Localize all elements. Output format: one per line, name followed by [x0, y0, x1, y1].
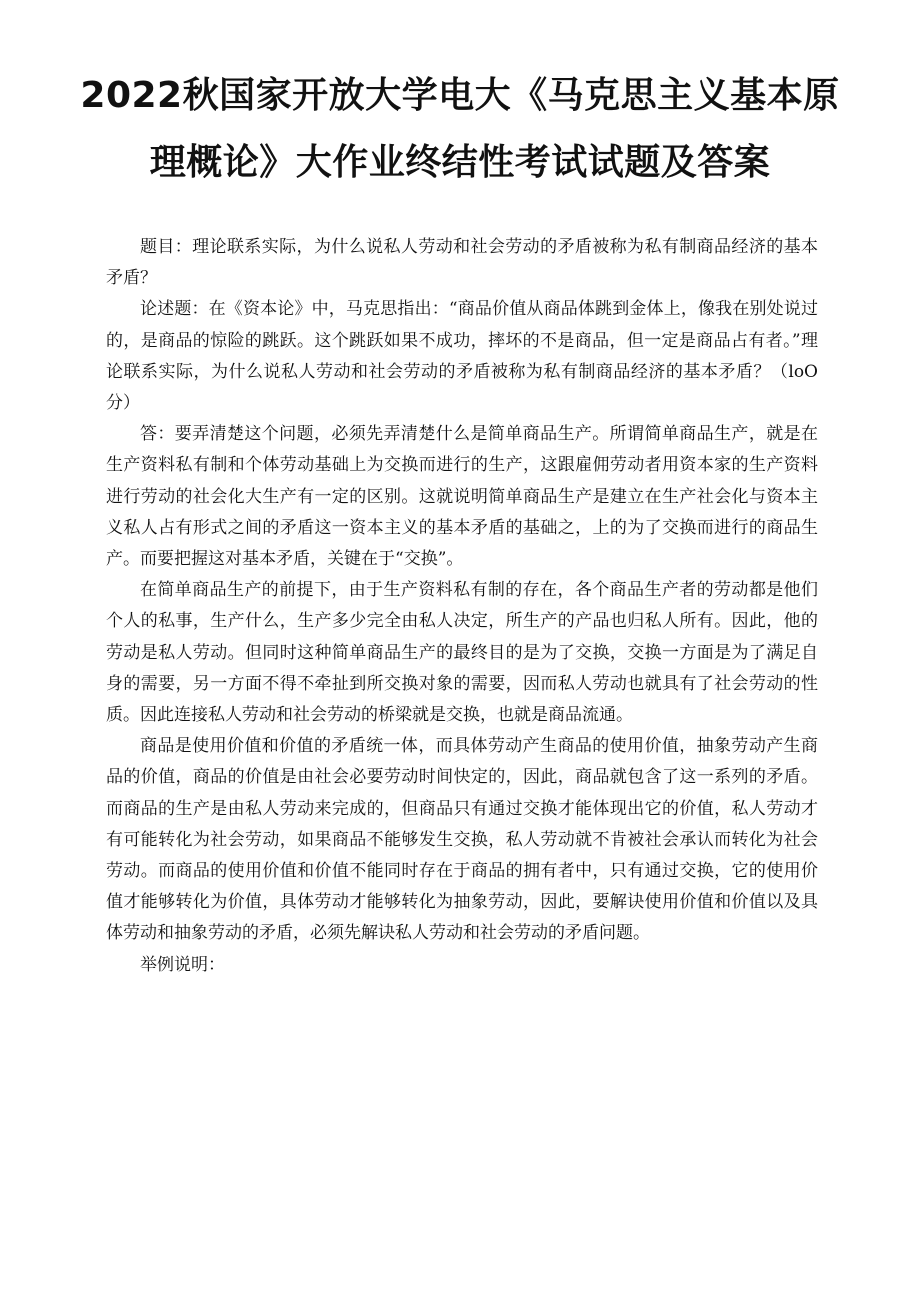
example-heading-paragraph: 举例说明：: [140, 954, 225, 975]
answer-paragraph-3: 商品是使用价值和价值的矛盾统一体，而具体劳动产生商品的使用价值，抽象劳动产生商品的价值，商品的价值是由社会必要劳动时间快定的，因此，商品就包含了这一系列的矛盾。而商品的生产是由私人劳动来完成的，但商品只有通过交换才能体现出它的价值，私人劳动才有可能转化为社会劳动，如果商品不能够发生交换，私人劳动就不肯被社会承认而转化为社会劳动。而商品的使用价值和价值不能同时存在于商品的拥有者中，只有通过交换，它的使用价值才能够转化为价值，具体劳动才能够转化为抽象劳动，因此，要解诀使用价值和价值以及具体劳动和抽象劳动的矛盾，必须先解诀私人劳动和社会劳动的矛盾问题。: [106, 736, 818, 944]
answer-paragraph-2: 在简单商品生产的前提下，由于生产资料私有制的存在，各个商品生产者的劳动都是他们个人的私事，生产什么，生产多少完全由私人决定，所生产的产品也归私人所有。因此，他的劳动是私人劳动。但同时这种简单商品生产的最终目的是为了交换，交换一方面是为了满足自身的需要，另一方面不得不牵扯到所交换对象的需要，因而私人劳动也就具有了社会劳动的性质。因此连接私人劳动和社会劳动的桥梁就是交换，也就是商品流通。: [106, 580, 818, 726]
document-body: [106, 232, 818, 981]
answer-paragraph-1: 答：要弄清楚这个问题，必须先弄清楚什么是简单商品生产。所谓简单商品生产，就是在生产资料私有制和个体劳动基础上为交换而进行的生产，这跟雇佣劳动者用资本家的生产资料进行劳动的社会化大生产有一定的区别。这就说明简单商品生产是建立在生产社会化与资本主义私人占有形式之间的矛盾这一资本主义的基本矛盾的基础之，上的为了交换而进行的商品生产。而要把握这对基本矛盾，关键在于“交换”。: [106, 424, 818, 570]
document-title-line-1: 2022秋国家开放大学电大《马克思主义基本原: [80, 75, 840, 116]
question-paragraph: 题目：理论联系实际，为什么说私人劳动和社会劳动的矛盾被称为私有制商品经济的基本矛盾？: [106, 237, 818, 289]
document-title-line-2: 理概论》大作业终结性考试试题及答案: [149, 142, 771, 183]
essay-prompt-paragraph: 论述题：在《资本论》中，马克思指出：“商品价值从商品体跳到金体上，像我在别处说过的，是商品的惊险的跳跃。这个跳跃如果不成功，摔坏的不是商品，但一定是商品占有者。”理论联系实际，为什么说私人劳动和社会劳动的矛盾被称为私有制商品经济的基本矛盾？（loO分）: [106, 299, 818, 414]
